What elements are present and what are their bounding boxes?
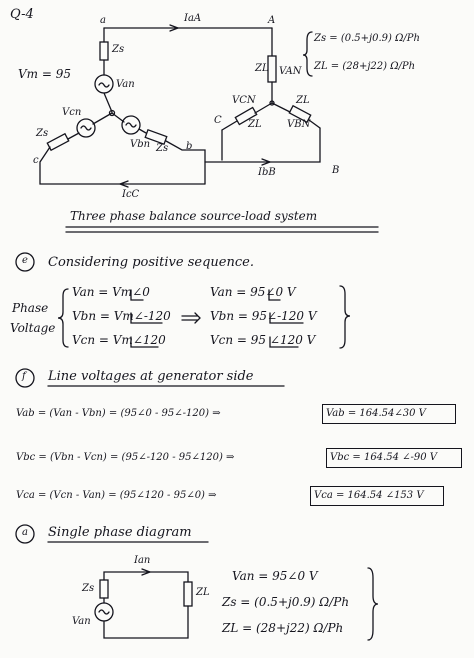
sp-zs-label: Zs: [82, 583, 95, 594]
section-f-marker: f: [22, 371, 26, 382]
zl-a-label: ZL: [255, 63, 269, 74]
phase-row-c-right: Vcn = 95 ∠120 V: [210, 333, 316, 347]
sp-ian-label: Ian: [134, 555, 151, 566]
vBN-label: VBN: [287, 119, 311, 130]
vcn-label: Vcn: [62, 107, 82, 118]
line-row-bc-lhs: Vbc = (Vbn - Vcn) = (95∠-120 - 95∠120) ⇒: [16, 452, 235, 463]
vCN-label: VCN: [232, 95, 256, 106]
line-row-ca-result: Vca = 164.54 ∠153 V: [314, 490, 424, 501]
zs-b-label: Zs: [156, 143, 169, 154]
vm-label: Vm = 95: [18, 67, 71, 81]
zl-b-label: ZL: [296, 95, 310, 106]
sp-eq-van: Van = 95∠0 V: [232, 569, 318, 583]
current-iaA-label: IaA: [184, 13, 202, 24]
section-a-marker: a: [22, 527, 28, 538]
current-ibB-label: IbB: [258, 167, 276, 178]
zs-a-label: Zs: [112, 44, 125, 55]
node-a-label: a: [100, 15, 106, 26]
van-label: Van: [116, 79, 135, 90]
section-e-title: Considering positive sequence.: [48, 255, 254, 270]
node-b-label: b: [186, 141, 193, 152]
node-A-label: A: [268, 15, 276, 26]
diagram-caption: Three phase balance source-load system: [70, 209, 318, 223]
vAN-label: VAN: [279, 66, 302, 77]
line-row-ab-result: Vab = 164.54∠30 V: [326, 408, 426, 419]
section-f-title: Line voltages at generator side: [48, 369, 254, 384]
phase-row-b-left: Vbn = Vm∠-120: [72, 309, 171, 323]
sp-zl-box: [184, 582, 192, 606]
zl-a-box: [268, 56, 276, 82]
sp-van-label: Van: [72, 616, 91, 627]
zl-definition: ZL = (28+j22) Ω/Ph: [314, 61, 416, 72]
phase-row-c-left: Vcn = Vm∠120: [72, 333, 166, 347]
section-a-title: Single phase diagram: [48, 525, 192, 540]
sp-eq-zl: ZL = (28+j22) Ω/Ph: [222, 621, 344, 635]
phase-row-a-left: Van = Vm∠0: [72, 285, 150, 299]
node-B-label: B: [332, 165, 340, 176]
line-row-ab-lhs: Vab = (Van - Vbn) = (95∠0 - 95∠-120) ⇒: [16, 408, 221, 419]
line-row-ca-lhs: Vca = (Vcn - Van) = (95∠120 - 95∠0) ⇒: [16, 490, 217, 501]
zl-c-label: ZL: [248, 119, 262, 130]
zs-a-box: [100, 42, 108, 60]
node-c-label: c: [33, 155, 39, 166]
line-row-bc-result: Vbc = 164.54 ∠-90 V: [330, 452, 438, 463]
sp-zl-label: ZL: [196, 587, 210, 598]
zs-definition: Zs = (0.5+j0.9) Ω/Ph: [314, 33, 420, 44]
sp-zs-box: [100, 580, 108, 598]
phase-row-b-right: Vbn = 95∠-120 V: [210, 309, 317, 323]
sp-eq-zs: Zs = (0.5+j0.9) Ω/Ph: [222, 595, 350, 609]
zs-c-label: Zs: [36, 128, 49, 139]
current-icC-label: IcC: [122, 189, 140, 200]
zs-c-box: [47, 134, 68, 150]
node-C-label: C: [214, 115, 222, 126]
section-e-marker: e: [22, 255, 28, 266]
voltage-label: Voltage: [10, 321, 56, 335]
problem-label: Q-4: [10, 7, 34, 22]
phase-row-a-right: Van = 95∠0 V: [210, 285, 296, 299]
brace-defs: [303, 32, 312, 76]
vbn-label: Vbn: [130, 139, 151, 150]
phase-label: Phase: [12, 301, 49, 315]
